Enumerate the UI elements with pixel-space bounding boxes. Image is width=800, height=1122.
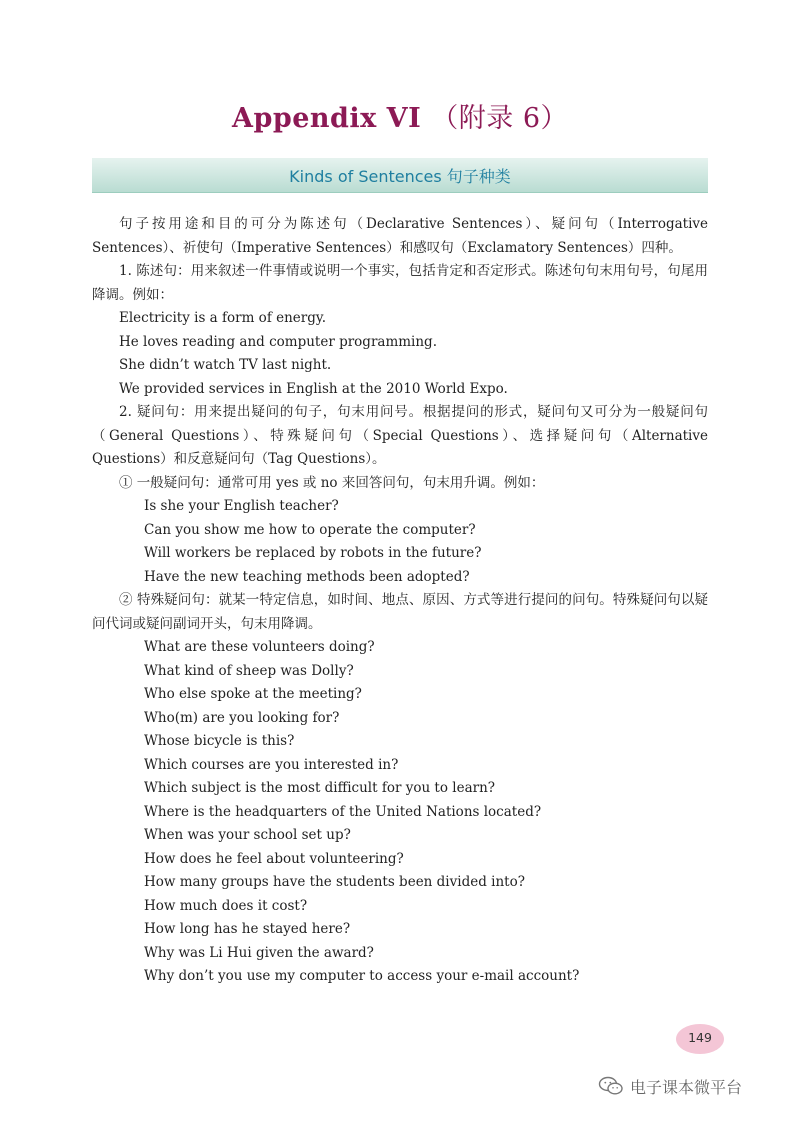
section-title: Kinds of Sentences 句子种类: [289, 167, 511, 186]
example-sentence: How many groups have the students been divided into?: [144, 874, 525, 890]
example-sentence: Why don’t you use my computer to access your e-mail account?: [144, 968, 580, 984]
example-sentence: Why was Li Hui given the award?: [144, 944, 374, 961]
general-questions-heading: ① 一般疑问句：通常可用 yes 或 no 来回答问句，句末用升调。例如：: [119, 474, 545, 491]
watermark: [598, 1073, 742, 1099]
example-sentence: Whose bicycle is this?: [144, 733, 295, 749]
intro-paragraph: 句子按用途和目的可分为陈述句（Declarative Sentences）、疑问句（Interrogative Sentences）、祈使句（Imperative Sentences）和感叹句（Exclamatory Sentences）四种。: [92, 216, 708, 256]
example-sentence: Which courses are you interested in?: [144, 756, 399, 773]
example-sentence: Can you show me how to operate the computer?: [144, 521, 476, 538]
example-sentence: She didn’t watch TV last night.: [119, 357, 332, 373]
declarative-heading: 1. 陈述句：用来叙述一件事情或说明一个事实，包括肯定和否定形式。陈述句句末用句号，句尾用降调。例如：: [92, 263, 708, 303]
example-sentence: How much does it cost?: [144, 897, 308, 914]
example-sentence: Where is the headquarters of the United Nations located?: [144, 803, 542, 820]
page-title: [0, 96, 800, 135]
example-sentence: Will workers be replaced by robots in the future?: [144, 545, 482, 561]
example-sentence: We provided services in English at the 2010 World Expo.: [119, 380, 508, 397]
special-questions-heading: ② 特殊疑问句：就某一特定信息，如时间、地点、原因、方式等进行提问的问句。特殊疑问句以疑问代词或疑问副词开头，句末用降调。: [92, 592, 708, 632]
example-sentence: How does he feel about volunteering?: [144, 850, 404, 867]
title-en: Appendix VI: [232, 103, 422, 134]
example-sentence: What are these volunteers doing?: [144, 639, 375, 655]
example-sentence: He loves reading and computer programming.: [119, 333, 437, 350]
interrogative-heading: 2. 疑问句：用来提出疑问的句子，句末用问号。根据提问的形式，疑问句又可分为一般疑问句（General Questions）、特殊疑问句（Special Questions）、选择疑问句（Alternative Questions）和反意疑问句（Tag Questions）。: [92, 404, 708, 467]
example-sentence: Who else spoke at the meeting?: [144, 686, 362, 702]
example-sentence: Who(m) are you looking for?: [144, 709, 340, 726]
example-sentence: When was your school set up?: [144, 827, 351, 843]
body-text: [92, 213, 708, 989]
page-number: 149: [676, 1024, 724, 1054]
example-sentence: Electricity is a form of energy.: [119, 310, 326, 326]
example-sentence: Have the new teaching methods been adopted?: [144, 568, 470, 585]
example-sentence: How long has he stayed here?: [144, 921, 351, 937]
example-sentence: Is she your English teacher?: [144, 498, 339, 514]
example-sentence: What kind of sheep was Dolly?: [144, 662, 354, 679]
watermark-text: 电子课本微平台: [630, 1077, 743, 1097]
title-cn: （附录 6）: [431, 103, 568, 134]
example-sentence: Which subject is the most difficult for you to learn?: [144, 780, 496, 796]
wechat-icon: [598, 1076, 624, 1096]
